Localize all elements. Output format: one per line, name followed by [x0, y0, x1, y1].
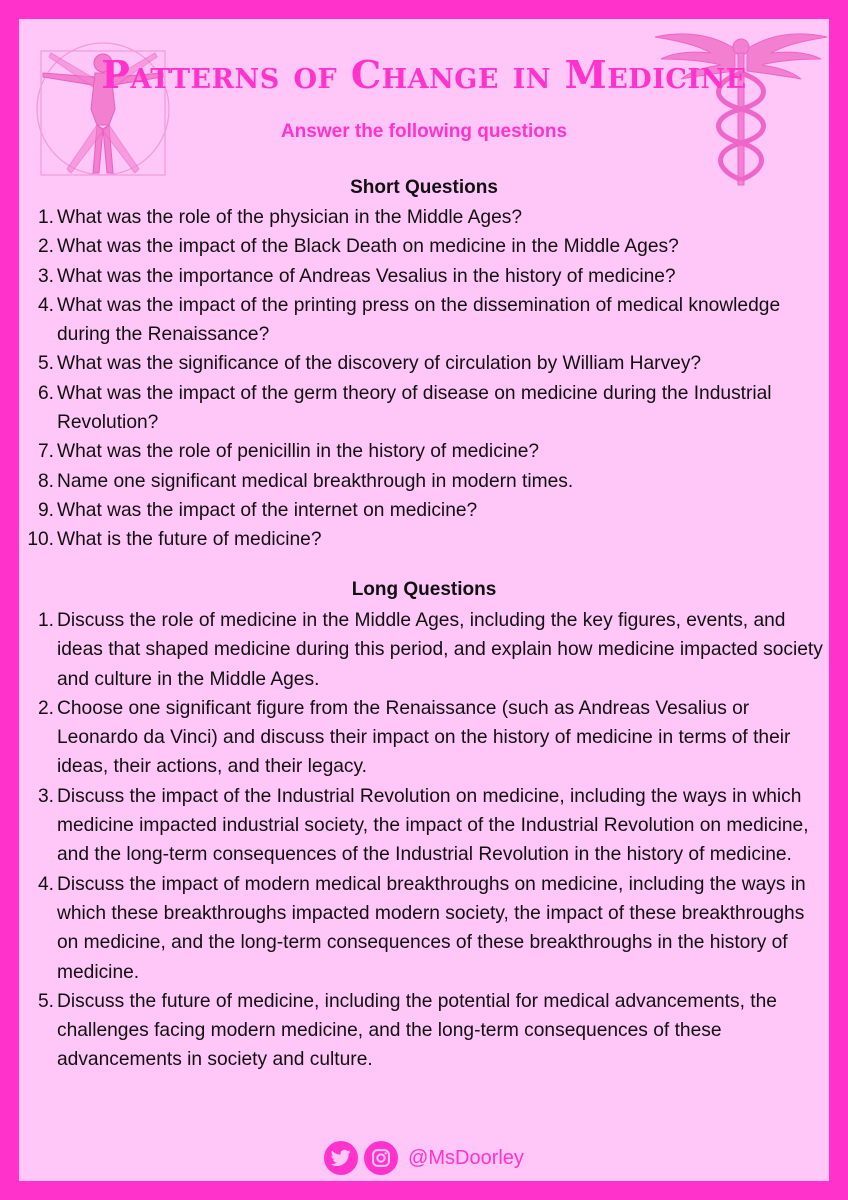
question-number: 2. — [37, 236, 54, 258]
instructions-subtitle: Answer the following questions — [280, 121, 568, 142]
short-question-item — [19, 467, 829, 496]
short-question-item — [19, 525, 829, 554]
short-questions-heading: Short Questions — [350, 177, 498, 198]
question-number: 9. — [37, 499, 54, 521]
question-number: 8. — [37, 470, 54, 492]
question-number: 6. — [37, 382, 54, 404]
question-text: Discuss the impact of modern medical breakthroughs on medicine, including the ways in which these breakthroughs impacted modern society, the impact of these breakthroughs on medicine, and the long-term consequences of these breakthroughs in the history of medicine. — [57, 873, 806, 983]
short-question-item — [19, 496, 829, 525]
question-text: What was the importance of Andreas Vesalius in the history of medicine? — [57, 265, 676, 287]
caduceus-illustration — [651, 23, 829, 188]
short-question-item — [19, 379, 829, 438]
question-number: 1. — [37, 610, 54, 631]
long-question-item — [19, 870, 829, 987]
short-questions-list — [19, 203, 829, 555]
question-number: 5. — [37, 990, 54, 1012]
question-text: Discuss the future of medicine, including the potential for medical advancements, the challenges facing modern medicine, and the long-term consequences of these advancements in society and culture. — [57, 990, 777, 1071]
question-text: Choose one significant figure from the Renaissance (such as Andreas Vesalius or Leonardo da Vinci) and discuss their impact on the history of medicine in terms of their ideas, their actions, and their legacy. — [57, 697, 791, 778]
long-questions-list — [19, 606, 829, 1075]
question-number: 10. — [27, 529, 54, 551]
question-number: 4. — [37, 873, 54, 895]
short-question-item — [19, 262, 829, 291]
question-text: What was the impact of the printing press on the dissemination of medical knowledge during the Renaissance? — [57, 294, 781, 346]
question-number: 3. — [37, 785, 54, 807]
question-text: Discuss the role of medicine in the Middle Ages, including the key figures, events, and ideas that shaped medicine during this period, and explain how medicine impacted society and culture in the Middle Ages. — [57, 610, 823, 690]
long-question-item — [19, 782, 829, 870]
social-footer — [19, 1141, 829, 1175]
short-question-item — [19, 349, 829, 378]
long-questions-heading: Long Questions — [351, 579, 497, 600]
question-text: What was the role of the physician in the Middle Ages? — [57, 207, 523, 228]
question-text: What was the impact of the germ theory of disease on medicine during the Industrial Revolution? — [57, 382, 772, 434]
long-question-item — [19, 694, 829, 782]
question-text: What is the future of medicine? — [57, 529, 322, 551]
question-text: What was the impact of the Black Death on medicine in the Middle Ages? — [57, 236, 679, 258]
short-question-item — [19, 291, 829, 350]
question-text: Name one significant medical breakthrough in modern times. — [57, 470, 574, 492]
question-number: 7. — [37, 441, 54, 463]
short-question-item — [19, 437, 829, 466]
question-text: What was the role of penicillin in the history of medicine? — [57, 441, 540, 463]
long-question-item — [19, 987, 829, 1075]
worksheet-page — [19, 19, 829, 1181]
page-title: Patterns of Change in Medicine — [101, 52, 747, 97]
question-text: What was the impact of the internet on medicine? — [57, 499, 478, 521]
question-text: What was the significance of the discovery of circulation by William Harvey? — [57, 353, 702, 375]
long-question-item — [19, 606, 829, 694]
question-text: Discuss the impact of the Industrial Revolution on medicine, including the ways in which medicine impacted industrial society, the impact of the Industrial Revolution on medicine, and the long-term consequences of the Industrial Revolution in the history of medicine. — [57, 785, 809, 866]
question-number: 4. — [37, 294, 54, 316]
instagram-icon[interactable] — [364, 1141, 398, 1175]
short-question-item — [19, 203, 829, 232]
short-question-item — [19, 232, 829, 261]
question-number: 2. — [37, 697, 54, 719]
question-number: 5. — [37, 353, 54, 375]
question-number: 1. — [37, 207, 54, 228]
social-handle[interactable]: @MsDoorley — [408, 1146, 524, 1169]
question-number: 3. — [37, 265, 54, 287]
twitter-icon[interactable] — [324, 1141, 358, 1175]
